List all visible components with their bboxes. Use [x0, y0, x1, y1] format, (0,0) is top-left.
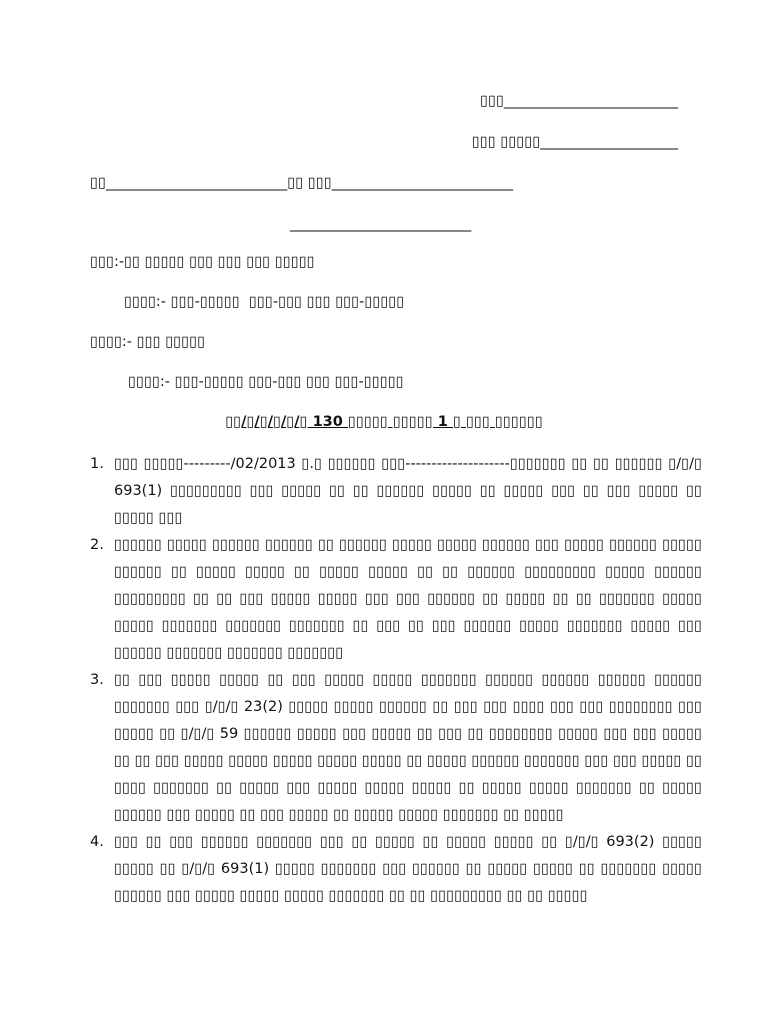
list-item-number: 4. — [90, 834, 104, 850]
list-item-text: ▯▯▯▯▯▯ ▯▯▯▯▯ ▯▯▯▯▯▯ ▯▯▯▯▯▯ ▯▯ ▯▯▯▯▯▯ ▯▯▯▯▯ ▯▯▯▯▯ ▯▯▯▯▯▯ ▯▯▯ ▯▯▯▯▯ ▯▯▯▯▯▯ ▯▯▯▯▯ ▯▯▯▯▯▯ ▯▯ ▯▯▯▯▯ ▯▯▯▯▯ ▯▯ ▯▯▯▯▯ ▯▯▯▯▯ ▯▯ ▯▯ ▯▯▯▯▯▯ ▯▯▯▯▯▯▯▯▯ ▯▯▯▯▯ ▯▯▯▯▯▯ ▯▯▯▯▯▯▯▯▯ ▯▯ ▯▯ ▯▯▯ ▯▯▯▯▯ ▯▯▯▯▯ ▯▯▯ ▯▯▯ ▯▯▯▯▯▯ ▯▯ ▯▯▯▯▯ ▯▯ ▯▯ ▯▯▯▯▯▯▯ ▯▯▯▯▯ ▯▯▯▯▯ ▯▯▯▯▯▯▯ ▯▯▯▯▯▯▯ ▯▯▯▯▯▯▯ ▯▯ ▯▯▯ ▯▯ ▯▯▯ ▯▯▯▯▯▯ ▯▯▯▯▯ ▯▯▯▯▯▯▯ ▯▯▯▯▯ ▯▯▯ ▯▯▯▯▯▯ ▯▯▯▯▯▯▯ ▯▯▯▯▯▯▯ ▯▯▯▯▯▯▯ — [114, 537, 702, 661]
list-item-number: 1. — [90, 456, 104, 472]
header-line-blank: _________________________ — [290, 216, 472, 232]
list-item — [90, 532, 702, 667]
list-item-number: 2. — [90, 537, 104, 553]
party-detail-2: ▯▯▯▯:- ▯▯▯-▯▯▯▯▯ ▯▯▯-▯▯▯ ▯▯▯ ▯▯▯-▯▯▯▯▯ — [128, 374, 404, 390]
party-detail-1: ▯▯▯▯:- ▯▯▯-▯▯▯▯▯ ▯▯▯-▯▯▯ ▯▯▯ ▯▯▯-▯▯▯▯▯ — [124, 294, 405, 310]
document-heading: ▯▯/▯/▯/▯/▯/▯ 130 ▯▯▯▯▯ ▯▯▯▯▯ 1 ▯ ▯▯▯ ▯▯▯▯▯▯ — [225, 414, 543, 430]
header-line-addressee: ▯▯_________________________▯▯ ▯▯▯_________________________ — [90, 175, 513, 191]
list-item-number: 3. — [90, 672, 104, 688]
numbered-list — [90, 451, 702, 910]
header-line-date: ▯▯▯ ▯▯▯▯▯___________________ — [471, 134, 678, 150]
list-item-text: ▯▯▯ ▯▯ ▯▯▯ ▯▯▯▯▯▯ ▯▯▯▯▯▯▯ ▯▯▯ ▯▯ ▯▯▯▯▯ ▯▯ ▯▯▯▯▯ ▯▯▯▯▯ ▯▯ ▯/▯/▯ 693(2) ▯▯▯▯▯ ▯▯▯▯▯ ▯▯ ▯/▯/▯ 693(1) ▯▯▯▯▯ ▯▯▯▯▯▯▯ ▯▯▯ ▯▯▯▯▯▯ ▯▯ ▯▯▯▯▯ ▯▯▯▯▯ ▯▯ ▯▯▯▯▯▯▯ ▯▯▯▯▯ ▯▯▯▯▯▯ ▯▯▯ ▯▯▯▯▯ ▯▯▯▯▯ ▯▯▯▯▯ ▯▯▯▯▯▯▯ ▯▯ ▯▯ ▯▯▯▯▯▯▯▯▯ ▯▯ ▯▯ ▯▯▯▯▯ — [114, 834, 702, 904]
list-item — [90, 829, 702, 910]
header-line-place: ▯▯▯________________________ — [480, 93, 678, 109]
party-label-1: ▯▯▯:-▯▯ ▯▯▯▯▯ ▯▯▯ ▯▯▯ ▯▯▯ ▯▯▯▯▯ — [90, 254, 315, 270]
party-label-2: ▯▯▯▯:- ▯▯▯ ▯▯▯▯▯ — [90, 334, 206, 350]
list-item-text: ▯▯ ▯▯▯ ▯▯▯▯▯ ▯▯▯▯▯ ▯▯ ▯▯▯ ▯▯▯▯▯ ▯▯▯▯▯ ▯▯▯▯▯▯▯ ▯▯▯▯▯▯ ▯▯▯▯▯▯ ▯▯▯▯▯▯ ▯▯▯▯▯▯ ▯▯▯▯▯▯▯ ▯▯▯ ▯/▯/▯ 23(2) ▯▯▯▯▯ ▯▯▯▯▯ ▯▯▯▯▯▯ ▯▯ ▯▯▯ ▯▯▯ ▯▯▯▯ ▯▯▯ ▯▯▯ ▯▯▯▯▯▯▯▯ ▯▯▯ ▯▯▯▯▯ ▯▯ ▯/▯/▯ 59 ▯▯▯▯▯▯ ▯▯▯▯▯ ▯▯▯ ▯▯▯▯▯ ▯▯ ▯▯▯ ▯▯ ▯▯▯▯▯▯▯▯ ▯▯▯▯▯ ▯▯▯ ▯▯▯ ▯▯▯▯▯ ▯▯ ▯▯ ▯▯▯ ▯▯▯▯▯ ▯▯▯▯▯ ▯▯▯▯▯ ▯▯▯▯▯ ▯▯▯▯▯ ▯▯ ▯▯▯▯▯ ▯▯▯▯▯▯ ▯▯▯▯▯▯▯ ▯▯▯ ▯▯▯ ▯▯▯▯▯ ▯▯ ▯▯▯▯ ▯▯▯▯▯▯▯ ▯▯ ▯▯▯▯▯ ▯▯▯ ▯▯▯▯▯ ▯▯▯▯▯ ▯▯▯▯▯ ▯▯ ▯▯▯▯▯ ▯▯▯▯▯ ▯▯▯▯▯▯▯ ▯▯ ▯▯▯▯▯ ▯▯▯▯▯▯ ▯▯▯ ▯▯▯▯▯ ▯▯ ▯▯▯ ▯▯▯▯▯ ▯▯ ▯▯▯▯▯ ▯▯▯▯▯ ▯▯▯▯▯▯▯ ▯▯ ▯▯▯▯▯ — [114, 672, 702, 823]
list-item-text: ▯▯▯ ▯▯▯▯▯---------/02/2013 ▯.▯ ▯▯▯▯▯▯ ▯▯▯--------------------▯▯▯▯▯▯▯ ▯▯ ▯▯ ▯▯▯▯▯▯ ▯/▯/▯ 693(1) ▯▯▯▯▯▯▯▯▯ ▯▯▯ ▯▯▯▯▯ ▯▯ ▯▯ ▯▯▯▯▯▯ ▯▯▯▯▯ ▯▯ ▯▯▯▯▯ ▯▯▯ ▯▯ ▯▯▯ ▯▯▯▯▯ ▯▯ ▯▯▯▯▯ ▯▯▯ — [114, 456, 702, 526]
list-item — [90, 667, 702, 829]
list-item — [90, 451, 702, 532]
